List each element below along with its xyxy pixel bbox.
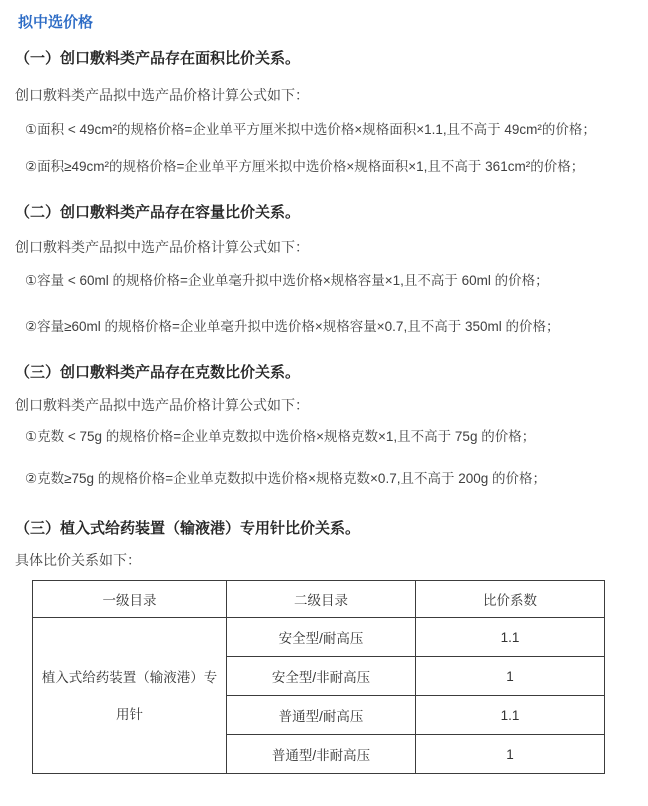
section-1-heading: （一）创口敷料类产品存在面积比价关系。 (15, 50, 301, 67)
formula-line: ①克数 < 75g 的规格价格=企业单克数拟中选价格×规格克数×1,且不高于 75g 的价格； (25, 429, 536, 444)
section-2-heading: （二）创口敷料类产品存在容量比价关系。 (15, 204, 301, 221)
section-4-heading: （三）植入式给药装置（输液港）专用针比价关系。 (15, 520, 361, 537)
section-3-heading: （三）创口敷料类产品存在克数比价关系。 (15, 364, 301, 381)
ratio-cell: 1.1 (416, 618, 605, 657)
table-row (33, 618, 605, 657)
page-title: 拟中选价格 (18, 14, 94, 31)
ratio-cell: 1 (416, 657, 605, 696)
type-cell: 普通型/耐高压 (227, 696, 416, 735)
formula-line: ②面积≥49cm²的规格价格=企业单平方厘米拟中选价格×规格面积×1,且不高于 361cm²的价格； (25, 159, 585, 174)
ratio-cell: 1.1 (416, 696, 605, 735)
ratio-cell: 1 (416, 735, 605, 774)
table-header-ratio: 比价系数 (416, 581, 605, 618)
type-cell: 安全型/非耐高压 (227, 657, 416, 696)
table-header-level1: 一级目录 (33, 581, 227, 618)
table-header-level2: 二级目录 (227, 581, 416, 618)
type-cell: 普通型/非耐高压 (227, 735, 416, 774)
price-ratio-table (32, 580, 605, 774)
formula-line: ②容量≥60ml 的规格价格=企业单毫升拟中选价格×规格容量×0.7,且不高于 350ml 的价格； (25, 319, 560, 334)
section-1-intro: 创口敷料类产品拟中选产品价格计算公式如下： (15, 87, 309, 103)
category-cell: 植入式给药装置（输液港）专用针 (33, 618, 227, 774)
section-3-intro: 创口敷料类产品拟中选产品价格计算公式如下： (15, 397, 309, 413)
table-header-row (33, 581, 605, 618)
formula-line: ②克数≥75g 的规格价格=企业单克数拟中选价格×规格克数×0.7,且不高于 200g 的价格； (25, 471, 546, 486)
formula-line: ①容量 < 60ml 的规格价格=企业单毫升拟中选价格×规格容量×1,且不高于 60ml 的价格； (25, 273, 549, 288)
section-4-intro: 具体比价关系如下： (15, 552, 141, 568)
type-cell: 安全型/耐高压 (227, 618, 416, 657)
formula-line: ①面积 < 49cm²的规格价格=企业单平方厘米拟中选价格×规格面积×1.1,且不高于 49cm²的价格； (25, 122, 596, 137)
section-2-intro: 创口敷料类产品拟中选产品价格计算公式如下： (15, 239, 309, 255)
